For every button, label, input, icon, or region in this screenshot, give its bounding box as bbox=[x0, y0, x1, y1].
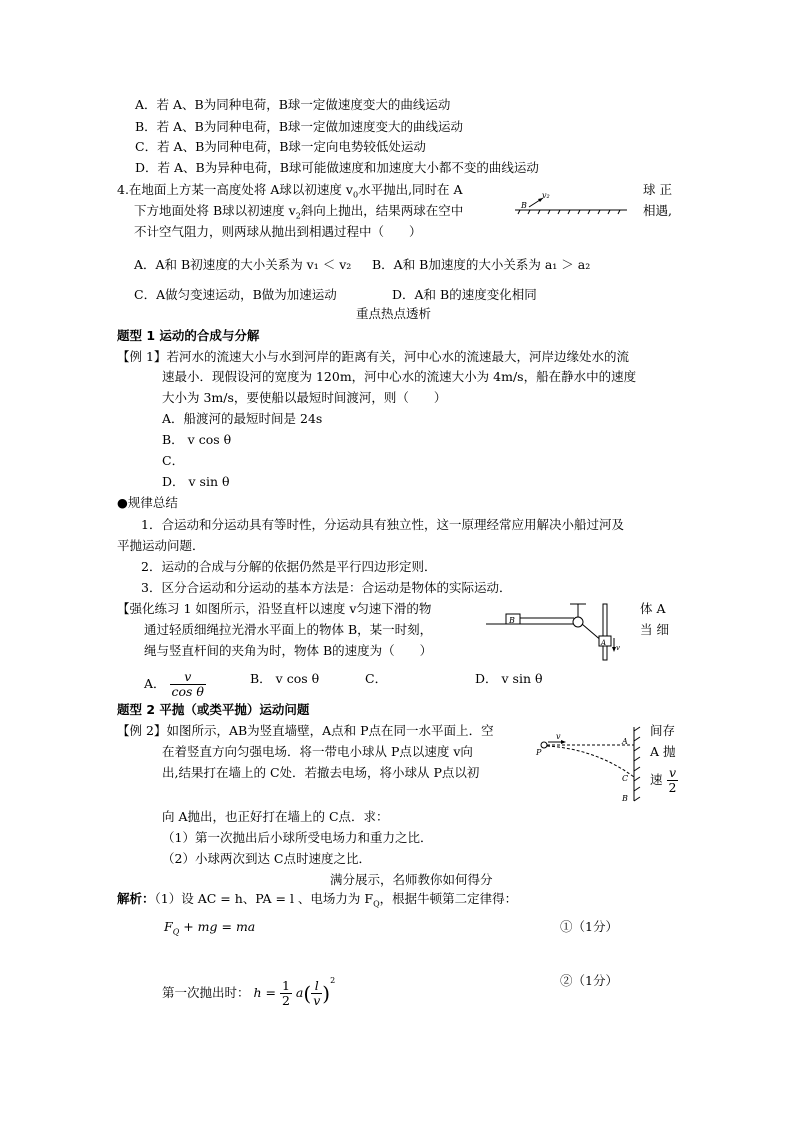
example1-option-d: D． v sin θ bbox=[162, 474, 230, 489]
example1-option-a: A．船渡河的最短时间是 24s bbox=[162, 411, 323, 426]
example2-line3-right: 速 $\frac{v}{2}$ bbox=[650, 765, 677, 795]
q4-line2-right: 相遇, bbox=[643, 203, 672, 218]
example1-line2: 速最小．现假设河的宽度为 120m，河中心水的流速大小为 4m/s，船在静水中的速度 bbox=[162, 369, 637, 384]
q4-line3: 不计空气阻力，则两球从抛出到相遇过程中（ ） bbox=[134, 224, 422, 239]
rule-1-line1: 1．合运动和分运动具有等时性，分运动具有独立性，这一原理经常应用解决小船过河及 bbox=[141, 517, 624, 532]
type1-title: 题型 1 运动的合成与分解 bbox=[117, 328, 260, 343]
example2-fig-c: C bbox=[622, 774, 629, 783]
equation-2: 第一次抛出时： h = $\frac{1}{2}$ a( $\frac{l}{v}$ )$^2$ bbox=[162, 976, 336, 1008]
practice1-option-b: B． v cos θ bbox=[250, 671, 320, 686]
example2-line2-right: A 抛 bbox=[650, 744, 676, 759]
type2-title: 题型 2 平抛（或类平抛）运动问题 bbox=[117, 702, 310, 717]
example2-line3: 出,结果打在墙上的 C处．若撤去电场，将小球从 P点以初 bbox=[162, 765, 480, 780]
example1-option-c: C． bbox=[162, 453, 185, 468]
practice1-option-d: D． v sin θ bbox=[475, 671, 543, 686]
practice1-fig-a: A bbox=[601, 639, 607, 647]
example2-figure bbox=[536, 725, 646, 805]
practice1-fig-b: B bbox=[509, 616, 515, 625]
example1-line3: 大小为 3m/s，要使船以最短时间渡河，则（ ） bbox=[162, 390, 447, 405]
q3-option-d: D．若 A、B为异种电荷，B球可能做速度和加速度大小都不变的曲线运动 bbox=[135, 160, 539, 175]
practice1-fig-v: v bbox=[616, 644, 620, 652]
q3-option-c: C．若 A、B为同种电荷，B球一定向电势较低处运动 bbox=[135, 139, 426, 154]
q4-line1-right: 球 正 bbox=[643, 182, 672, 197]
example2-fig-a: A bbox=[622, 737, 628, 746]
q3-option-a: A．若 A、B为同种电荷，B球一定做速度变大的曲线运动 bbox=[135, 97, 451, 112]
example2-fig-v: v bbox=[556, 732, 561, 741]
example2-line1: 【例 2】如图所示，AB为竖直墙壁，A点和 P点在同一水平面上．空 bbox=[117, 723, 494, 738]
solution-intro: 解析：（1）设 AC = h、PA = l 、电场力为 $F_Q$，根据牛顿第二定律得： bbox=[117, 891, 518, 909]
full-marks-heading: 满分展示，名师教你如何得分 bbox=[330, 872, 493, 887]
rule-summary-title: ●规律总结 bbox=[117, 495, 178, 510]
equation-2-l-over-v: $\frac{l}{v}$ bbox=[313, 978, 321, 1008]
half-v-fraction: $\frac{v}{2}$ bbox=[668, 765, 677, 795]
example1-option-b: B． v cos θ bbox=[162, 432, 232, 447]
equation-1: $F_Q$ + mg = ma bbox=[164, 919, 256, 937]
example2-question1: （1）第一次抛出后小球所受电场力和重力之比． bbox=[162, 830, 433, 845]
q4-option-a: A．A和 B初速度的大小关系为 v₁ ＜ v₂ bbox=[134, 257, 352, 272]
practice1-figure bbox=[486, 598, 626, 658]
q4-option-c: C．A做匀变速运动，B做为加速运动 bbox=[134, 287, 337, 302]
equation-1-score: ①（1分） bbox=[560, 919, 618, 934]
example2-question2: （2）小球两次到达 C点时速度之比． bbox=[162, 851, 371, 866]
practice1-line2-right: 当 细 bbox=[640, 622, 669, 637]
q4-line2: 下方地面处将 B球以初速度 $v_2$斜向上抛出，结果两球在空中 bbox=[134, 203, 464, 221]
equation-2-half: $\frac{1}{2}$ bbox=[281, 978, 290, 1008]
rule-2: 2．运动的合成与分解的依据仍然是平行四边形定则． bbox=[141, 559, 437, 574]
practice1-line3: 绳与竖直杆间的夹角为时，物体 B的速度为（ ） bbox=[144, 643, 433, 658]
example2-line2: 在着竖直方向匀强电场．将一带电小球从 P点以速度 v向 bbox=[162, 744, 473, 759]
practice1-option-a-fraction: $\frac{v}{\text{cos θ}}$ bbox=[171, 669, 204, 699]
example2-fig-b: B bbox=[622, 794, 628, 803]
q4-fig-label-b: B bbox=[521, 201, 527, 210]
example2-line1-right: 间存 bbox=[650, 723, 676, 738]
q3-option-b: B．若 A、B为同种电荷，B球一定做加速度变大的曲线运动 bbox=[135, 119, 464, 134]
q4-line1: 4.在地面上方某一高度处将 A球以初速度 $v_0$水平抛出,同时在 A bbox=[117, 182, 463, 200]
practice1-line1: 【强化练习 1 如图所示，沿竖直杆以速度 v匀速下滑的物 bbox=[117, 601, 432, 616]
equation-2-score: ②（1分） bbox=[560, 973, 618, 988]
section-title: 重点热点透析 bbox=[356, 306, 432, 321]
q4-fig-label-v: v₂ bbox=[542, 191, 550, 200]
practice1-line1-right: 体 A bbox=[640, 601, 666, 616]
q4-figure bbox=[515, 190, 630, 218]
practice1-option-a: A． $\frac{v}{\text{cos θ}}$ bbox=[144, 669, 204, 699]
example2-fig-p: P bbox=[536, 748, 542, 757]
practice1-option-c: C． bbox=[365, 671, 388, 686]
practice1-line2: 通过轻质细绳拉光滑水平面上的物体 B，某一时刻， bbox=[144, 622, 433, 637]
q4-option-b: B．A和 B加速度的大小关系为 a₁ ＞ a₂ bbox=[372, 257, 591, 272]
rule-3: 3．区分合运动和分运动的基本方法是：合运动是物体的实际运动． bbox=[141, 580, 512, 595]
rule-1-line2: 平抛运动问题． bbox=[117, 538, 205, 553]
example2-line4: 向 A抛出，也正好打在墙上的 C点．求： bbox=[162, 809, 389, 824]
q4-option-d: D．A和 B的速度变化相同 bbox=[392, 287, 537, 302]
example1-line1: 【例 1】若河水的流速大小与水到河岸的距离有关，河中心水的流速最大，河岸边缘处水的流 bbox=[117, 349, 629, 364]
